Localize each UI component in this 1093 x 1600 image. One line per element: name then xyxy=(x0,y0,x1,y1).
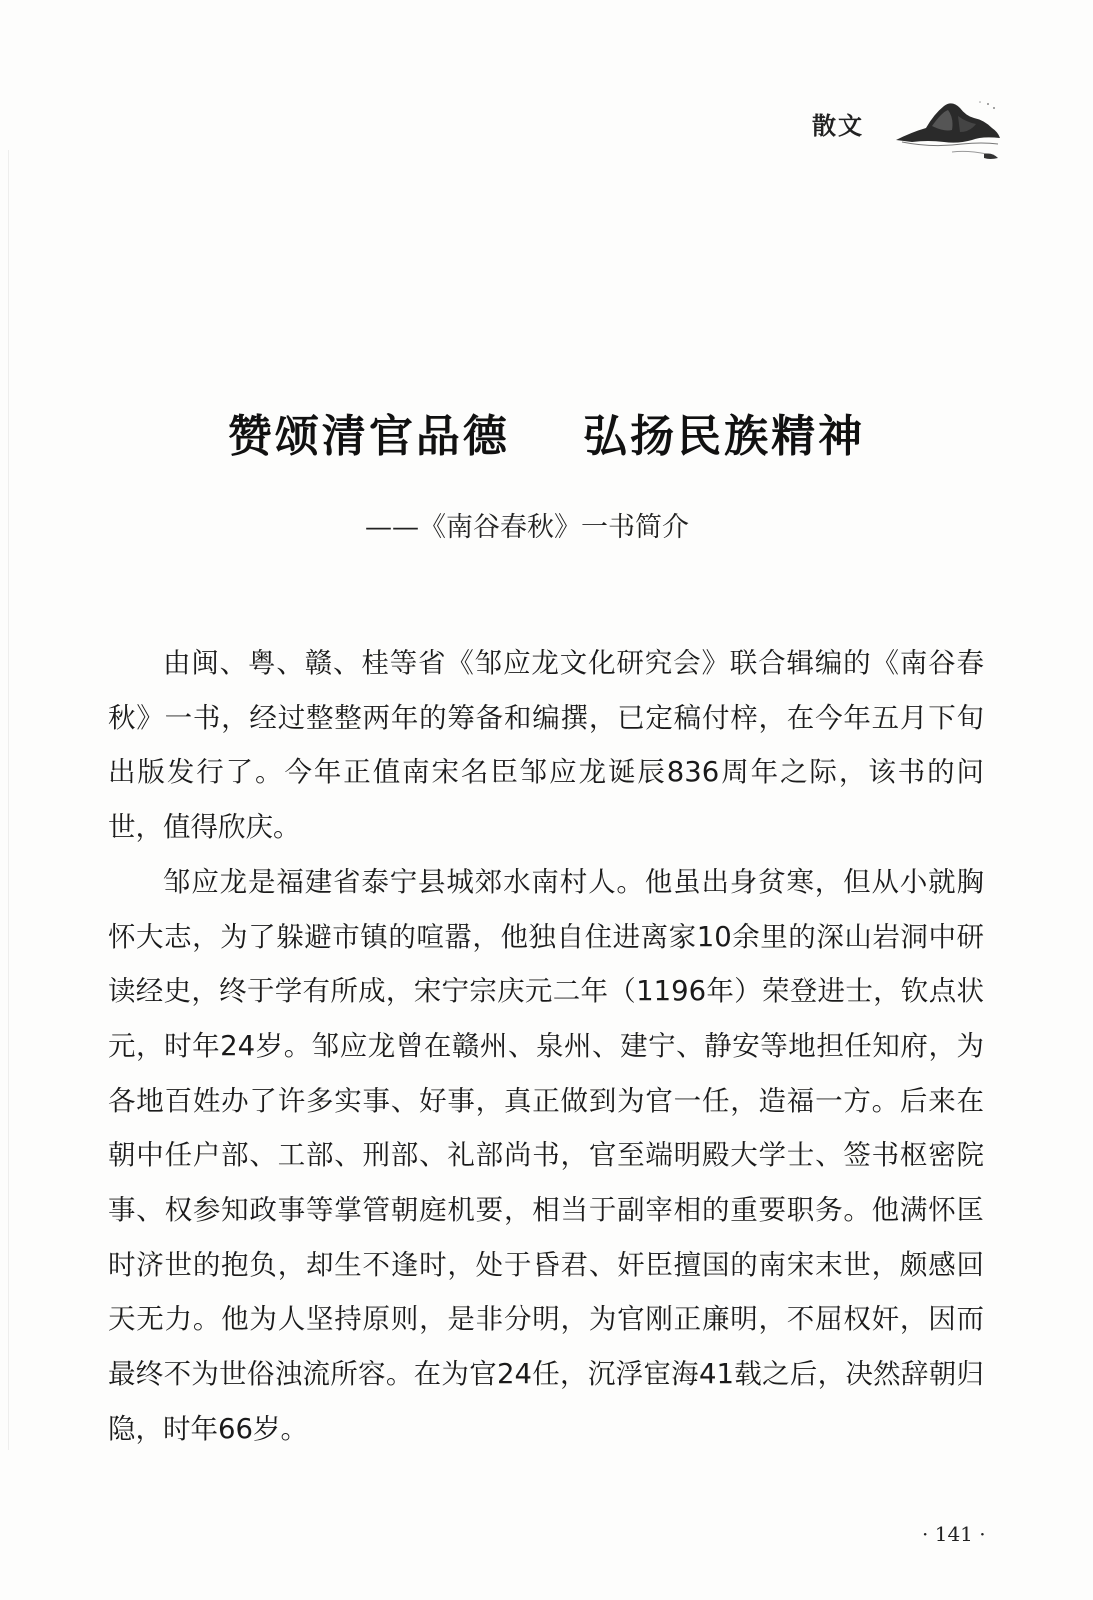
article-subtitle: ——《南谷春秋》一书简介 xyxy=(365,512,689,543)
article-body xyxy=(108,636,984,1457)
page-number: · 141 · xyxy=(922,1522,986,1546)
paragraph: 邹应龙是福建省泰宁县城郊水南村人。他虽出身贫寒，但从小就胸怀大志，为了躲避市镇的喧嚣，他独自住进离家10余里的深山岩洞中研读经史，终于学有所成，宋宁宗庆元二年（1196年）荣登进士，钦点状元，时年24岁。邹应龙曾在赣州、泉州、建宁、静安等地担任知府，为各地百姓办了许多实事、好事，真正做到为官一任，造福一方。后来在朝中任户部、工部、刑部、礼部尚书，官至端明殿大学士、签书枢密院事、权参知政事等掌管朝庭机要，相当于副宰相的重要职务。他满怀匡时济世的抱负，却生不逢时，处于昏君、奸臣擅国的南宋末世，颇感回天无力。他为人坚持原则，是非分明，为官刚正廉明，不屈权奸，因而最终不为世俗浊流所容。在为官24任，沉浮宦海41载之后，决然辞朝归隐，时年66岁。 xyxy=(108,865,984,1445)
section-header xyxy=(812,96,1002,166)
ink-mountain-icon xyxy=(892,96,1002,166)
paragraph: 由闽、粤、赣、桂等省《邹应龙文化研究会》联合辑编的《南谷春秋》一书，经过整整两年的筹备和编撰，已定稿付梓，在今年五月下旬出版发行了。今年正值南宋名臣邹应龙诞辰836周年之际，该书的问世，值得欣庆。 xyxy=(108,647,984,844)
article-title: 赞颂清官品德 弘扬民族精神 xyxy=(227,411,866,462)
section-label: 散文 xyxy=(812,112,864,140)
scan-edge-line xyxy=(8,150,9,1450)
